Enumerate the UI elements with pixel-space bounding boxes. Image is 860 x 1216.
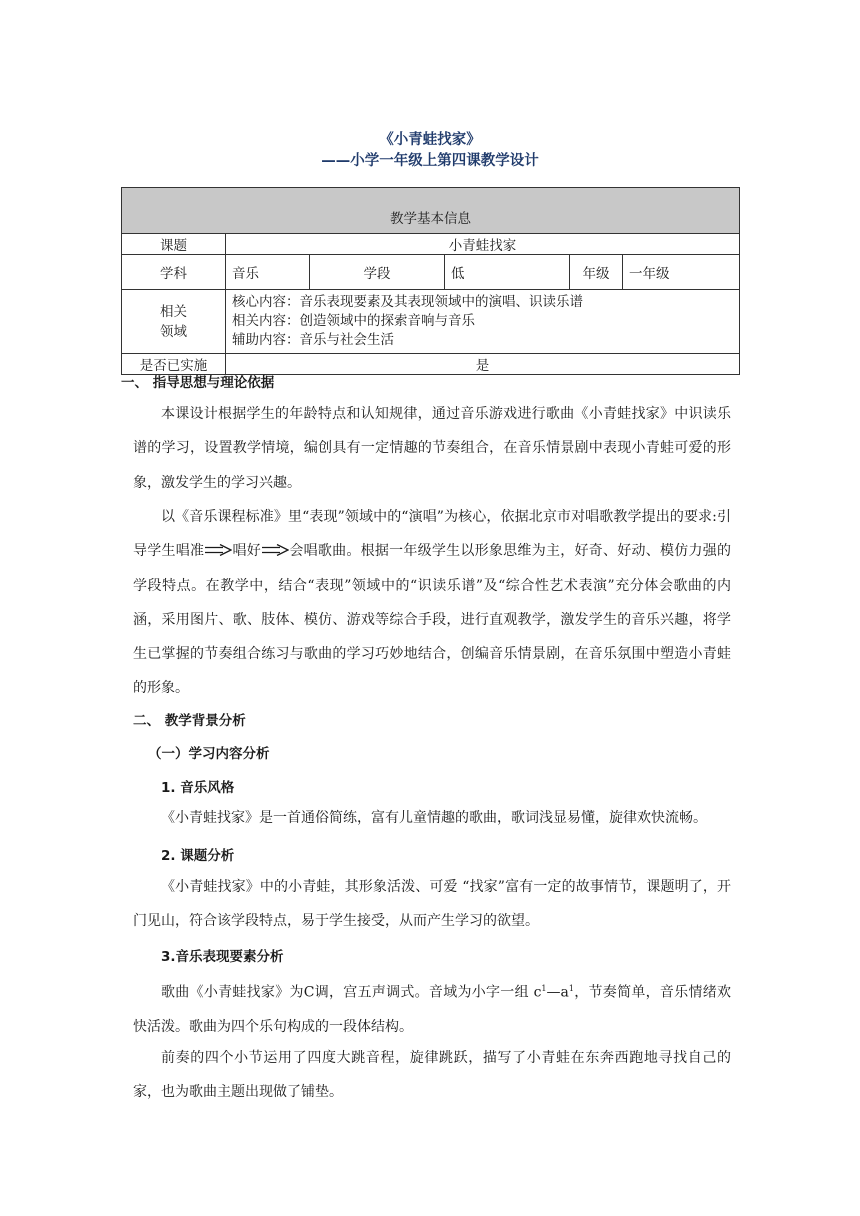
domain-label — [122, 290, 226, 354]
item-heading: 2. 课题分析 — [161, 848, 235, 864]
item-paragraph: 前奏的四个小节运用了四度大跳音程，旋律跳跃，描写了小青蛙在东奔西跑地寻找自己的家，也为歌曲主题出现做了铺垫。 — [133, 1050, 731, 1101]
grade-label: 年级 — [570, 255, 623, 290]
section-1-paragraph-2 — [133, 500, 731, 706]
table-header-row — [122, 188, 740, 234]
para-text: 会唱歌曲。根据一年级学生以形象思维为主，好奇、好动、模仿力强的学段特点。在教学中，结合“表现”领域中的“识读乐谱”及“综合性艺术表演”充分体会歌曲的内涵，采用图片、歌、肢体、模仿、游戏等综合手段，进行直观教学，激发学生的音乐兴趣，将学生已掌握的节奏组合练习与歌曲的学习巧妙地结合，创编音乐情景剧，在音乐氛围中塑造小青蛙的形象。 — [133, 543, 732, 697]
para-text: ，节奏简单，音乐情绪欢快活泼。歌曲为四个乐句构成的一段体结构。 — [133, 984, 731, 1035]
item-paragraph: 《小青蛙找家》是一首通俗简练，富有儿童情趣的歌曲，歌词浅显易懂，旋律欢快流畅。 — [161, 810, 707, 826]
table-row — [122, 290, 740, 354]
domain-label-line: 相关 — [160, 303, 187, 320]
item-heading: 1. 音乐风格 — [161, 780, 235, 796]
para-text: 歌曲《小青蛙找家》为C调，宫五声调式。音域为小字一组 c — [161, 984, 542, 1001]
stage-value: 低 — [445, 255, 570, 290]
domain-line: 核心内容：音乐表现要素及其表现领域中的演唱、识读乐谱 — [232, 294, 583, 310]
item-heading: 3.音乐表现要素分析 — [161, 949, 284, 965]
item-paragraph: 《小青蛙找家》中的小青蛙，其形象活泼、可爱 “找家”富有一定的故事情节，课题明了，开门见山，符合该学段特点，易于学生接受，从而产生学习的欲望。 — [133, 879, 731, 930]
domain-line: 辅助内容：音乐与社会生活 — [232, 332, 394, 348]
subsection-heading: （一）学习内容分析 — [148, 746, 270, 762]
para-text: 以《音乐课程标准》里“表现”领域中的“演唱”为核心，依据北京市对唱歌教学提出的要求:引导学生唱准 — [133, 509, 731, 560]
superscript: 1 — [541, 984, 547, 993]
topic-label: 课题 — [122, 234, 226, 255]
para-text: 唱好 — [232, 543, 262, 560]
section-1-heading: 一、 指导思想与理论依据 — [121, 375, 275, 391]
item-paragraph — [133, 972, 731, 1044]
topic-value: 小青蛙找家 — [226, 234, 740, 255]
implemented-label: 是否已实施 — [122, 354, 226, 375]
domain-line: 相关内容：创造领域中的探索音响与音乐 — [232, 313, 475, 329]
doc-title: 《小青蛙找家》 — [379, 132, 481, 148]
implemented-value: 是 — [226, 354, 740, 375]
domain-content — [226, 290, 740, 354]
grade-value: 一年级 — [623, 255, 740, 290]
doc-subtitle: ——小学一年级上第四课教学设计 — [321, 153, 539, 169]
basic-info-table — [121, 187, 740, 375]
table-header: 教学基本信息 — [122, 188, 740, 234]
section-2-heading: 二、 教学背景分析 — [133, 713, 246, 729]
stage-label: 学段 — [310, 255, 445, 290]
subject-value: 音乐 — [226, 255, 310, 290]
domain-label-line: 领域 — [160, 323, 187, 340]
section-1-paragraph-1: 本课设计根据学生的年龄特点和认知规律，通过音乐游戏进行歌曲《小青蛙找家》中识读乐谱的学习，设置教学情境，编创具有一定情趣的节奏组合，在音乐情景剧中表现小青蛙可爱的形象，激发学生的学习兴趣。 — [133, 406, 731, 491]
double-arrow-icon — [261, 544, 289, 556]
double-arrow-icon — [204, 544, 232, 556]
subject-label: 学科 — [122, 255, 226, 290]
table-row — [122, 234, 740, 255]
table-row — [122, 255, 740, 290]
para-text: —a — [546, 984, 569, 1001]
superscript: 1 — [568, 984, 574, 993]
